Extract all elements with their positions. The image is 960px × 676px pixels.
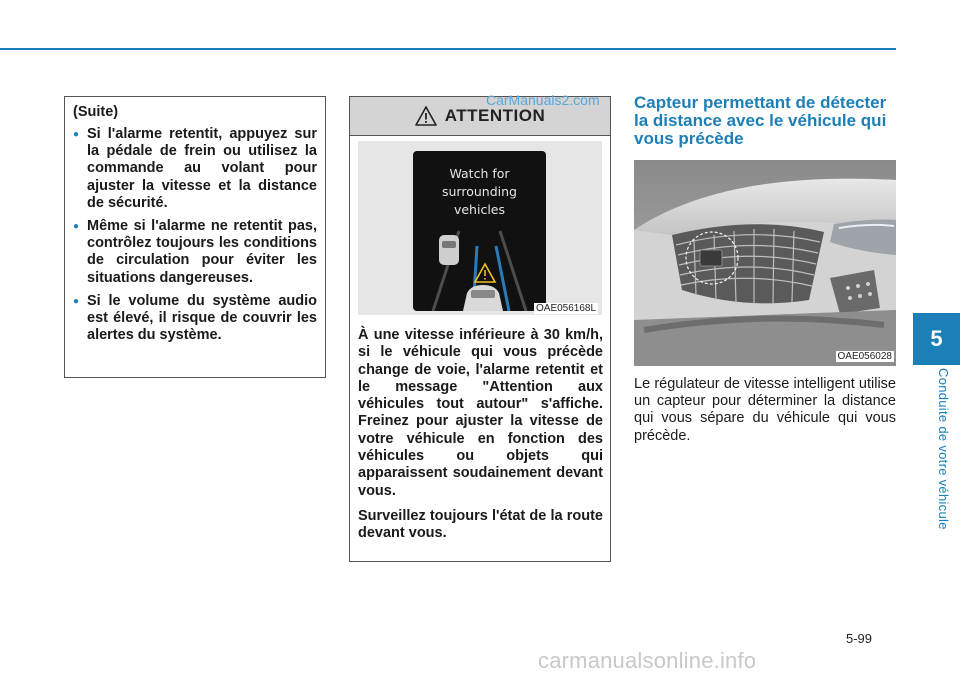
section-body: Le régulateur de vitesse intelligent utilise un capteur pour déterminer la distance qui vous sépare du véhicule qui vous précède. xyxy=(634,376,896,444)
car-front-illustration xyxy=(634,160,896,366)
vehicle-front-figure xyxy=(634,160,896,366)
top-rule xyxy=(0,48,896,50)
chapter-side-label: Conduite de votre véhicule xyxy=(936,368,951,530)
attention-title: ATTENTION xyxy=(444,106,546,125)
attention-box xyxy=(349,96,611,562)
warning-triangle-icon xyxy=(415,106,437,126)
figure-code: OAE056028 xyxy=(837,351,892,362)
attention-paragraph: Surveillez toujours l'état de la route devant vous. xyxy=(358,507,603,542)
bullet-item: ● Si l'alarme retentit, appuyez sur la pédale de frein ou utilisez la commande au volant pour ajuster la vitesse et la distance de sécurité. xyxy=(73,126,317,212)
figure-code: OAE056168L xyxy=(536,303,597,314)
attention-paragraph: À une vitesse inférieure à 30 km/h, si le véhicule qui vous précède change de voie, l'alarme retentit et le message "Attention aux véhicules tout autour" s'affiche. Freinez pour ajuster la vitesse de votre véhicule en fonction des véhicules ou objets qui apparaissent soudainement devant vous. xyxy=(358,327,603,499)
section-title: Capteur permettant de détecter la distance avec le véhicule qui vous précède xyxy=(634,93,887,148)
bullet-item: ● Même si l'alarme ne retentit pas, contrôlez toujours les conditions de circulation pour éviter les situations dangereuses. xyxy=(73,218,317,287)
continued-caution-box xyxy=(64,96,326,378)
continued-label: (Suite) xyxy=(73,104,119,120)
bullet-item: ● Si le volume du système audio est élevé, il risque de couvrir les alertes du système. xyxy=(73,293,317,345)
chapter-number-tab: 5 xyxy=(913,313,960,365)
road-scene-graphic xyxy=(413,151,546,311)
page-number: 5-99 xyxy=(846,631,873,646)
cluster-display-figure xyxy=(358,141,602,315)
attention-text xyxy=(358,327,603,551)
watermark-text: CarManuals2.com xyxy=(486,92,600,108)
site-watermark: carmanualsonline.info xyxy=(538,648,757,673)
caution-bullet-list xyxy=(73,126,317,344)
screen-line: surrounding xyxy=(442,184,517,199)
screen-line: Watch for xyxy=(449,166,510,181)
screen-line: vehicles xyxy=(453,202,506,217)
cluster-screen xyxy=(413,151,546,311)
